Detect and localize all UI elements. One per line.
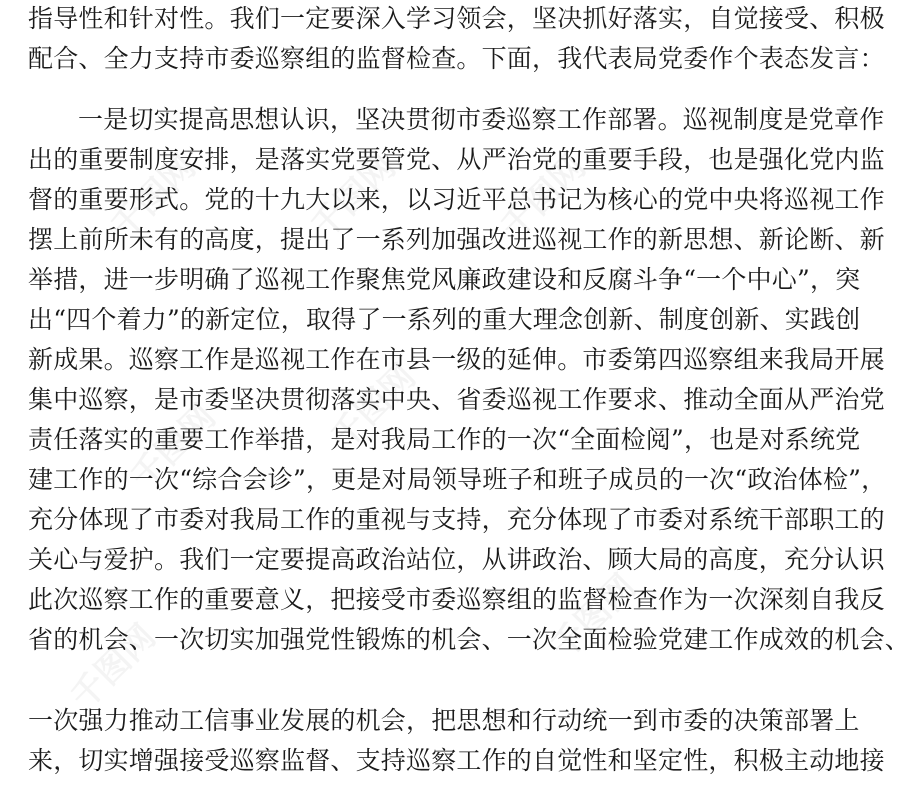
- watermark: 千图网: [123, 396, 224, 498]
- watermark: 千图网: [303, 146, 404, 248]
- text-line: 责任落实的重要工作举措，是对我局工作的一次“全面检阅”，也是对系统党: [28, 425, 861, 454]
- watermark: 千图网: [63, 616, 164, 718]
- text-line: 关心与爱护。我们一定要提高政治站位，从讲政治、顾大局的高度，充分认识: [28, 545, 885, 574]
- watermark: 千图网: [543, 566, 644, 668]
- text-line: 督的重要形式。党的十九大以来，以习近平总书记为核心的党中央将巡视工作: [28, 185, 885, 214]
- text-line: 新成果。巡察工作是巡视工作在市县一级的延伸。市委第四巡察组来我局开展: [28, 345, 885, 374]
- text-line: 指导性和针对性。我们一定要深入学习领会，坚决抓好落实，自觉接受、积极: [28, 4, 885, 33]
- text-line: 此次巡察工作的重要意义，把接受市委巡察组的监督检查作为一次深刻自我反: [28, 585, 885, 614]
- watermark: 千图网: [103, 146, 204, 248]
- text-line: 省的机会、一次切实加强党性锻炼的机会、一次全面检验党建工作成效的机会、: [28, 625, 910, 654]
- text-line: 充分体现了市委对我局工作的重视与支持，充分体现了市委对系统干部职工的: [28, 505, 885, 534]
- text-line: 一次强力推动工信事业发展的机会，把思想和行动统一到市委的决策部署上: [28, 706, 860, 735]
- paragraph-first-line: 一是切实提高思想认识，坚决贯彻市委巡察工作部署。巡视制度是党章作: [78, 105, 885, 134]
- watermark: 千图网: [323, 356, 424, 458]
- text-line: 来，切实增强接受巡察监督、支持巡察工作的自觉性和坚定性，积极主动地接: [28, 746, 885, 775]
- text-line: 配合、全力支持市委巡察组的监督检查。下面，我代表局党委作个表态发言：: [28, 44, 885, 73]
- text-line: 建工作的一次“综合会诊”，更是对局领导班子和班子成员的一次“政治体检”，: [28, 465, 887, 494]
- text-line: 出“四个着力”的新定位，取得了一系列的重大理念创新、制度创新、实践创: [28, 305, 861, 334]
- text-line: 摆上前所未有的高度，提出了一系列加强改进巡视工作的新思想、新论断、新: [28, 225, 885, 254]
- watermark: 千图网: [493, 146, 594, 248]
- text-line: 集中巡察，是市委坚决贯彻落实中央、省委巡视工作要求、推动全面从严治党: [28, 385, 885, 414]
- text-line: 举措，进一步明确了巡视工作聚焦党风廉政建设和反腐斗争“一个中心”，突: [28, 265, 861, 294]
- text-line: 出的重要制度安排，是落实党要管党、从严治党的重要手段，也是强化党内监: [28, 145, 885, 174]
